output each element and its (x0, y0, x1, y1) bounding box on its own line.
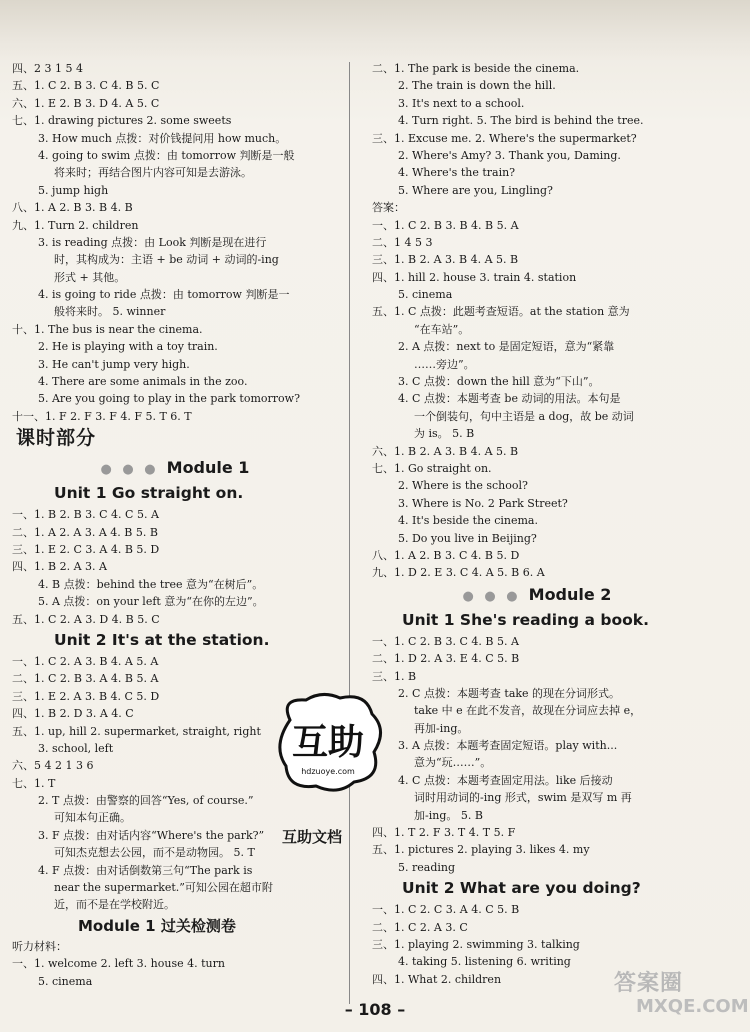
stamp-chars: 互助 (291, 722, 365, 763)
left-column (12, 60, 338, 990)
answer-line: 为 is。 5. B (414, 427, 475, 441)
right-column (372, 60, 702, 988)
answer-line: 3. F 点拨：由对话内容“Where's the park?” (38, 828, 265, 842)
module-dots-decoration: ● ● ● (100, 462, 159, 478)
answer-line: 三、1. playing 2. swimming 3. talking (372, 937, 580, 951)
answer-line: 七、1. drawing pictures 2. some sweets (12, 114, 232, 128)
answer-line: 五、1. C 点拨：此题考查短语。at the station 意为 (372, 305, 630, 319)
answer-line: 二、1. C 2. A 3. C (372, 920, 468, 934)
answer-line: 4. C 点拨：本题考查固定用法。like 后接动 (398, 773, 613, 787)
answer-line: 5. Are you going to play in the park tomorrow? (38, 392, 300, 406)
unit-title: Unit 2 It's at the station. (54, 630, 270, 649)
answer-line: 4. is going to ride 点拨：由 tomorrow 判断是一 (38, 288, 290, 302)
answer-line: 将来时；再结合图片内容可知是去游泳。 (54, 166, 252, 180)
answer-line: 2. C 点拨：本题考查 take 的现在分词形式。 (398, 686, 621, 700)
answer-line: 十、1. The bus is near the cinema. (12, 322, 203, 336)
answer-line: near the supermarket.”可知公园在超市附 (54, 881, 273, 895)
answer-line: 二、1 4 5 3 (372, 235, 433, 249)
answer-line: 二、1. A 2. A 3. A 4. B 5. B (12, 525, 158, 539)
answer-line: 4. B 点拨：behind the tree 意为“在树后”。 (38, 577, 264, 591)
unit-title: Unit 1 She's reading a book. (402, 610, 649, 629)
answer-line: 4. C 点拨：本题考查 be 动词的用法。本句是 (398, 392, 621, 406)
answer-line: 2. T 点拨：由警察的回答“Yes, of course.” (38, 794, 254, 808)
answer-line: 3. A 点拨：本题考查固定短语。play with... (398, 739, 618, 753)
module-dots-decoration: ● ● ● (462, 588, 521, 604)
answer-line: 五、1. up, hill 2. supermarket, straight, right (12, 724, 261, 738)
module-title: ● ● ● Module 1 (100, 458, 250, 478)
check-test-title: Module 1 过关检测卷 (78, 916, 236, 935)
answer-line: 三、1. B (372, 669, 417, 683)
answer-line: 一、1. C 2. B 3. B 4. B 5. A (372, 218, 519, 232)
answer-line: 4. Where's the train? (398, 166, 516, 180)
column-divider (349, 62, 350, 1004)
answer-line: 5. A 点拨：on your left 意为“在你的左边”。 (38, 595, 264, 609)
answer-line: 一、1. B 2. B 3. C 4. C 5. A (12, 508, 159, 522)
site-watermark: 答案圈 (614, 971, 684, 996)
answer-line: 5. cinema (398, 288, 453, 302)
answer-line: 3. He can't jump very high. (38, 357, 190, 371)
answer-line: 可知杰克想去公园，而不是动物园。 5. T (54, 846, 255, 860)
answer-line: 五、1. pictures 2. playing 3. likes 4. my (372, 843, 590, 857)
hdzuoye-stamp-logo (270, 690, 388, 798)
answer-line: 四、1. B 2. A 3. A (12, 560, 107, 574)
answer-line: 5. jump high (38, 183, 109, 197)
answer-line: 3. It's next to a school. (398, 96, 525, 110)
answer-line: 词时用动词的-ing 形式，swim 是双写 m 再 (414, 791, 632, 805)
answer-line: 时，其构成为：主语 + be 动词 + 动词的-ing (54, 253, 279, 267)
answer-line: 一、1. welcome 2. left 3. house 4. turn (12, 957, 225, 971)
answer-line: 形式 + 其他。 (54, 270, 126, 284)
answer-line: 四、2 3 1 5 4 (12, 62, 83, 75)
answer-line: 四、1. What 2. children (372, 972, 502, 986)
answer-line: 二、1. The park is beside the cinema. (372, 62, 580, 75)
answer-line: 二、1. D 2. A 3. E 4. C 5. B (372, 652, 520, 666)
answer-line: 一、1. C 2. A 3. B 4. A 5. A (12, 654, 159, 668)
answer-line: take 中 e 在此不发音，故现在分词应去掉 e， (414, 704, 642, 718)
answer-line: ……旁边”。 (414, 357, 475, 371)
answer-line: 十一、1. F 2. F 3. F 4. F 5. T 6. T (12, 409, 192, 423)
answer-line: 二、1. C 2. B 3. A 4. B 5. A (12, 672, 159, 686)
answer-line: “在车站”。 (414, 322, 470, 336)
site-watermark-url: MXQE.COM (636, 996, 749, 1017)
answer-line: 八、1. A 2. B 3. B 4. B (12, 201, 133, 215)
answer-line: 可知本句正确。 (54, 811, 131, 825)
answer-line: 3. is reading 点拨：由 Look 判断是现在进行 (38, 235, 267, 249)
answer-line: 意为“玩……”。 (414, 756, 492, 770)
answer-line: 4. There are some animals in the zoo. (38, 375, 248, 389)
answer-line: 2. The train is down the hill. (398, 79, 556, 93)
answer-line: 2. Where's Amy? 3. Thank you, Daming. (398, 148, 621, 162)
answer-line: 九、1. Turn 2. children (12, 218, 139, 232)
answer-line: 答案： (372, 201, 405, 215)
answer-line: 4. taking 5. listening 6. writing (398, 955, 571, 969)
top-margin-strip (0, 0, 750, 60)
answer-line: 3. How much 点拨：对价钱提问用 how much。 (38, 131, 287, 145)
answer-line: 五、1. C 2. B 3. C 4. B 5. C (12, 79, 160, 93)
answer-line: 4. F 点拨：由对话倒数第三句“The park is (38, 863, 253, 877)
answer-line: 一个倒装句，句中主语是 a dog，故 be 动词 (414, 409, 634, 423)
answer-line: 3. Where is No. 2 Park Street? (398, 496, 568, 510)
answer-line: 2. A 点拨：next to 是固定短语，意为“紧靠 (398, 340, 615, 354)
answer-line: 九、1. D 2. E 3. C 4. A 5. B 6. A (372, 566, 545, 580)
answer-line: 5. reading (398, 860, 456, 874)
module-title: ● ● ● Module 2 (462, 584, 612, 604)
section-title: 课时部分 (16, 427, 97, 450)
answer-line: 5. Do you live in Beijing? (398, 531, 537, 545)
answer-line: 七、1. Go straight on. (372, 461, 492, 475)
answer-line: 4. It's beside the cinema. (398, 514, 538, 528)
answer-line: 四、1. hill 2. house 3. train 4. station (372, 270, 577, 284)
answer-line: 三、1. E 2. A 3. B 4. C 5. D (12, 689, 160, 703)
answer-line: 3. school, left (38, 741, 114, 755)
answer-line: 六、5 4 2 1 3 6 (12, 759, 94, 773)
answer-line: 五、1. C 2. A 3. D 4. B 5. C (12, 612, 160, 626)
answer-line: 六、1. E 2. B 3. D 4. A 5. C (12, 96, 160, 110)
answer-line: 四、1. T 2. F 3. T 4. T 5. F (372, 826, 516, 840)
answer-line: 5. cinema (38, 974, 93, 988)
answer-line: 再加-ing。 (414, 721, 469, 735)
answer-line: 4. going to swim 点拨：由 tomorrow 判断是一般 (38, 148, 295, 162)
answer-line: 2. Where is the school? (398, 479, 528, 493)
answer-line: 听力材料： (12, 939, 67, 953)
answer-line: 加-ing。 5. B (414, 808, 483, 822)
stamp-url: hdzuoye.com (301, 767, 355, 776)
answer-line: 5. Where are you, Lingling? (398, 183, 553, 197)
answer-line: 八、1. A 2. B 3. C 4. B 5. D (372, 548, 520, 562)
unit-title: Unit 1 Go straight on. (54, 484, 244, 503)
answer-line: 六、1. B 2. A 3. B 4. A 5. B (372, 444, 519, 458)
answer-line: 4. Turn right. 5. The bird is behind the tree. (398, 114, 644, 128)
page-number: – 108 – (344, 1000, 406, 1019)
answer-line: 四、1. B 2. D 3. A 4. C (12, 707, 134, 721)
answer-line: 三、1. Excuse me. 2. Where's the supermarket? (372, 131, 637, 145)
answer-line: 三、1. E 2. C 3. A 4. B 5. D (12, 542, 160, 556)
answer-line: 一、1. C 2. C 3. A 4. C 5. B (372, 903, 520, 917)
stamp-caption: 互助文档 (282, 828, 343, 846)
unit-title: Unit 2 What are you doing? (402, 879, 641, 898)
answer-line: 一、1. C 2. B 3. C 4. B 5. A (372, 634, 519, 648)
answer-line: 2. He is playing with a toy train. (38, 340, 218, 354)
answer-line: 七、1. T (12, 776, 56, 790)
answer-line: 般将来时。 5. winner (54, 305, 166, 319)
answer-line: 三、1. B 2. A 3. B 4. A 5. B (372, 253, 519, 267)
answer-line: 3. C 点拨：down the hill 意为“下山”。 (398, 375, 600, 389)
answer-line: 近，而不是在学校附近。 (54, 898, 175, 912)
